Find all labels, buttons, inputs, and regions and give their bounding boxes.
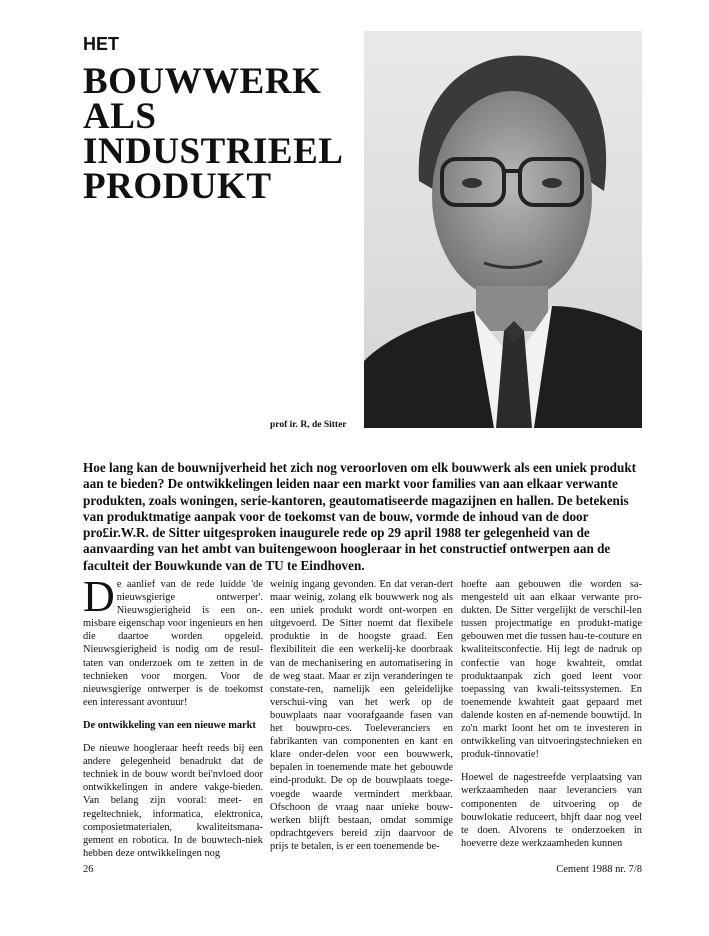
page-number: 26: [83, 864, 94, 875]
body-paragraph: De nieuwe hoogleraar heeft reeds bij een andere gelegenheid benadrukt dat de techniek in de bouw wordt bei'nvloed door ontwikkelingen in andere vakge-bieden. Van belang zijn vooral: meet- en regeltechniek, informatica, elektronica, composietmaterialen, kwaliteitsmana-gement en robotica. In de bouwtech-niek hebben deze ontwikkelingen nog: [83, 743, 263, 859]
text-column-3: [461, 578, 642, 860]
title-line: PRODUKT: [83, 166, 272, 207]
text-column-1: [83, 572, 263, 870]
publication-info: Cement 1988 nr. 7/8: [556, 864, 642, 875]
body-paragraph: Hoewel de nagestreefde verplaatsing van werkzaamheden naar leveranciers van componenten de uitvoering op de bouwlokatie reduceert, bhjft daar nog veel te doen. Alvorens te onderzoeken in hoeverre deze werkzaamheden kunnen: [461, 772, 642, 849]
subheading: De ontwikkeling van een nieuwe markt: [83, 719, 256, 731]
body-paragraph: hoefte aan gebouwen die worden sa-mengesteld uit aan elkaar verwante pro-dukten. De Sitter vergelijkt de verschil-len tussen projectmatige en produkt-matige gebouwen met die tussen hau-te-couture en kwaliteitsconfectie. Hij legt de nadruk op confectie van hoge kwahteit, omdat produktaanpak zich goed leent voor toepassing van kwali-teitssystemen. En toenemende kwahteit gaat gepaard met dalende kosten en af-nemende bouwtijd. In zo'n markt loont het om te investeren in ontwikkeling van uitvoeringstechnieken en produk-tinnovatie!: [461, 579, 642, 761]
drop-cap: D: [83, 572, 115, 621]
title-line: BOUWWERK: [83, 61, 322, 102]
title-line: ALS: [83, 96, 157, 137]
kicker: HET: [83, 34, 119, 54]
text-column-2: [270, 578, 453, 863]
body-paragraph: e aanlief van de rede luidde 'de nieuwsgierige ontwerper'. Nieuwsgierigheid is een on-. misbare eigenschap voor ingenieurs en hen die daartoe worden opgeleid. Nieuwsgierigheid is nodig om de resul-taten van onderzoek om te zetten in de technieken voor morgen. Voor de nieuwsgierige ontwerper is de toekomst een interessant avontuur!: [83, 579, 263, 708]
title-line: INDUSTRIEEL: [83, 131, 344, 172]
article-title: [83, 61, 344, 207]
photo-caption: prof ir. R, de Sitter: [270, 420, 347, 430]
intro-paragraph: Hoe lang kan de bouwnijverheid het zich nog veroorloven om elk bouwwerk als een uniek produkt aan te bieden? De ontwikkelingen leiden naar een markt voor families van aan elkaar verwante produkten, zoals woningen, serie-kantoren, geautomatiseerde magazijnen en hallen. De betekenis van produktmatige aanpak voor de toekomst van de bouw, vormde de inhoud van de door pro£ir.W.R. de Sitter uitgesproken inaugurele rede op 29 april 1988 ter gelegenheid van de aanvaarding van het ambt van buitengewoon hoogleraar in het constructief ontwerpen aan de faculteit der Bouwkunde van de TU te Eindhoven.: [83, 460, 637, 573]
portrait-photo: [364, 31, 642, 428]
body-paragraph: weinig ingang gevonden. En dat veran-dert maar weinig, zolang elk bouwwerk nog als een uniek produkt wordt ont-worpen en uitgevoerd. De Sitter noemt dat flexibele produktie in de hoogste graad. Een flexibiliteit die een werkelij-ke doorbraak van de mechanisering en automatisering in de weg staat. Maar er zijn veranderingen te constate-ren, namelijk een geleidelijke verschui-ving van het werk op de bouwplaats naar voorafgaande fasen van het bouwpro-ces. Toeleveranciers en fabrikanten van componenten en kant en klare onder-delen voor een bouwwerk, bepalen in toenemende mate het gebouwde eind-produkt. De op de bouwplaats toege-voegde waarde vermindert merkbaar. Ofschoon de vraag naar unieke bouw-werken blijft bestaan, omdat sommige opdrachtgevers bereid zijn daarvoor de prijs te betalen, is er een toenemende be-: [270, 579, 453, 852]
